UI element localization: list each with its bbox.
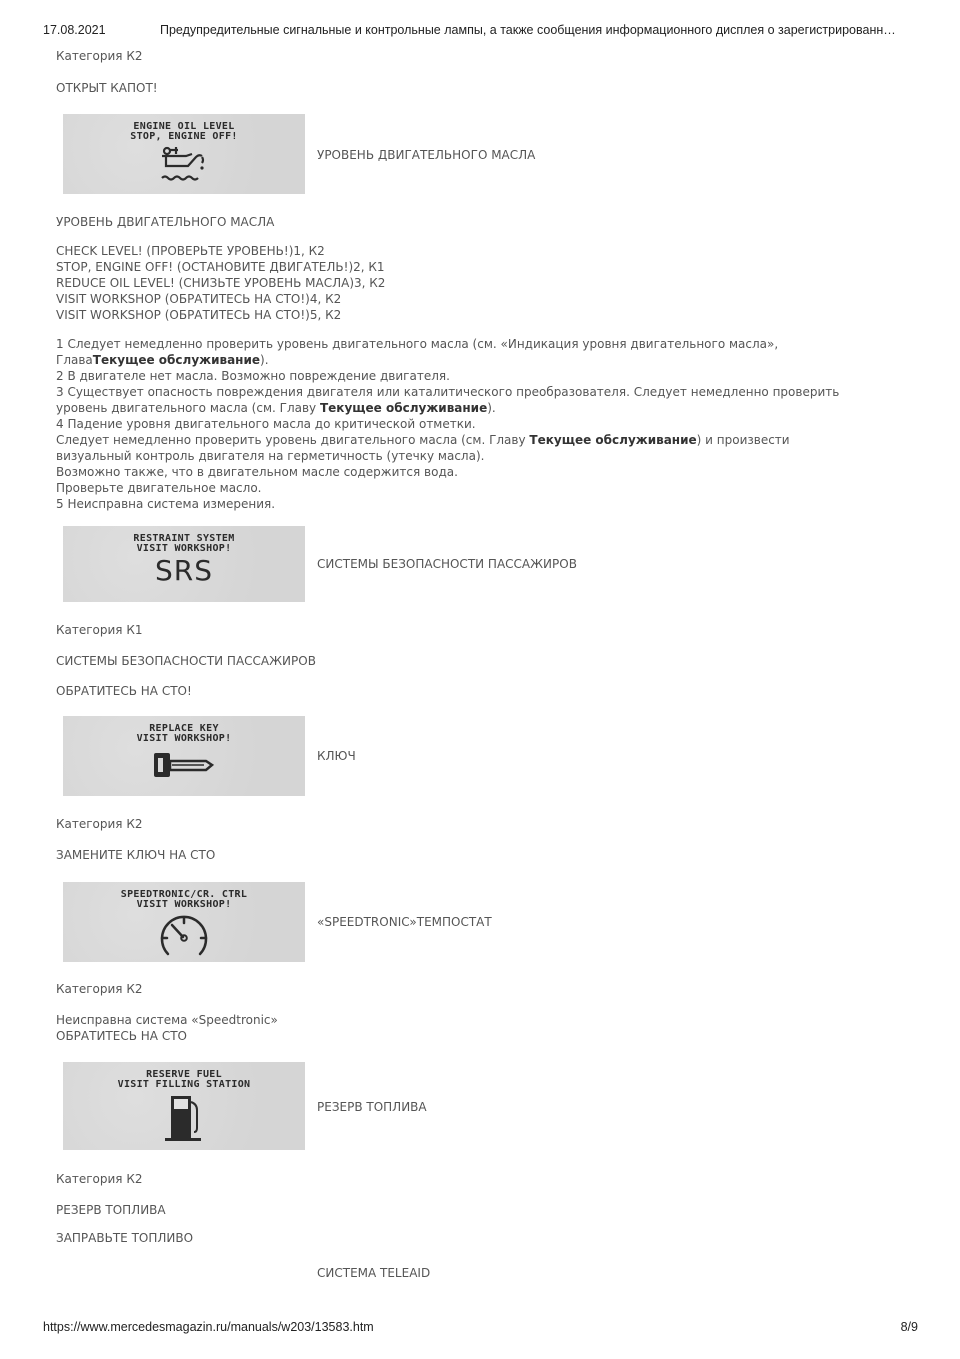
display-line-2: STOP, ENGINE OFF!: [130, 131, 238, 142]
oil-message-2: STOP, ENGINE OFF! (ОСТАНОВИТЕ ДВИГАТЕЛЬ!)2, К1: [56, 260, 385, 274]
display-line-1: RESTRAINT SYSTEM: [133, 533, 235, 544]
note-4: 4 Падение уровня двигательного масла до критической отметки.: [56, 417, 476, 431]
oil-message-5: VISIT WORKSHOP (ОБРАТИТЕСЬ НА СТО!)5, К2: [56, 308, 342, 322]
hood-open-message: ОТКРЫТ КАПОТ!: [56, 81, 158, 95]
speedtronic-category: Категория К2: [56, 982, 143, 996]
note-5: 5 Неисправна система измерения.: [56, 497, 276, 511]
oil-can-icon: [154, 144, 214, 186]
oil-display-label: УРОВЕНЬ ДВИГАТЕЛЬНОГО МАСЛА: [317, 148, 536, 162]
speedtronic-fault: Неисправна система «Speedtronic»: [56, 1013, 278, 1027]
oil-message-3: REDUCE OIL LEVEL! (СНИЗЬТЕ УРОВЕНЬ МАСЛА)3, К2: [56, 276, 386, 290]
display-line-2: VISIT WORKSHOP!: [136, 733, 232, 744]
key-category: Категория К2: [56, 817, 143, 831]
fuel-category: Категория К2: [56, 1172, 143, 1186]
source-url: https://www.mercedesmagazin.ru/manuals/w203/13583.htm: [43, 1320, 374, 1334]
note-4-check: Проверьте двигательное масло.: [56, 481, 262, 495]
oil-notes: [56, 336, 856, 512]
key-message: ЗАМЕНИТЕ КЛЮЧ НА СТО: [56, 848, 216, 862]
display-line-1: SPEEDTRONIC/CR. CTRL: [120, 889, 248, 900]
oil-message-4: VISIT WORKSHOP (ОБРАТИТЕСЬ НА СТО!)4, К2: [56, 292, 342, 306]
key-display-label: КЛЮЧ: [317, 749, 356, 763]
oil-message-1: CHECK LEVEL! (ПРОВЕРЬТЕ УРОВЕНЬ!)1, К2: [56, 244, 325, 258]
chapter-link: Текущее обслуживание: [92, 353, 261, 367]
srs-heading: СИСТЕМЫ БЕЗОПАСНОСТИ ПАССАЖИРОВ: [56, 654, 316, 668]
display-line-1: REPLACE KEY: [149, 723, 219, 734]
display-line-2: VISIT FILLING STATION: [117, 1079, 251, 1090]
fuel-display-label: РЕЗЕРВ ТОПЛИВА: [317, 1100, 427, 1114]
teleaid-label: СИСТЕМА TELEAID: [317, 1266, 431, 1280]
speedtronic-display-image: [63, 882, 305, 962]
oil-heading: УРОВЕНЬ ДВИГАТЕЛЬНОГО МАСЛА: [56, 215, 275, 229]
note-4-water: Возможно также, что в двигательном масле содержится вода.: [56, 465, 458, 479]
srs-category: Категория К1: [56, 623, 143, 637]
chapter-link: Текущее обслуживание: [319, 401, 488, 415]
speedtronic-display-label: «SPEEDTRONIC»ТЕМПОСТАТ: [317, 915, 492, 929]
display-line-2: VISIT WORKSHOP!: [136, 899, 232, 910]
fuel-pump-icon: [161, 1094, 207, 1144]
note-1: 1 Следует немедленно проверить уровень двигательного масла (см. «Индикация уровня двигательного масла», ГлаваТекущее обслуживание).: [56, 337, 779, 367]
note-2: 2 В двигателе нет масла. Возможно повреждение двигателя.: [56, 369, 450, 383]
display-line-1: ENGINE OIL LEVEL: [133, 121, 235, 132]
srs-icon: SRS: [154, 554, 213, 587]
speedtronic-message: ОБРАТИТЕСЬ НА СТО: [56, 1029, 187, 1043]
srs-message: ОБРАТИТЕСЬ НА СТО!: [56, 684, 192, 698]
speedometer-icon: [156, 912, 212, 958]
fuel-message: ЗАПРАВЬТЕ ТОПЛИВО: [56, 1231, 194, 1245]
key-icon: [152, 750, 216, 780]
print-date: 17.08.2021: [43, 23, 106, 37]
fuel-heading: РЕЗЕРВ ТОПЛИВА: [56, 1203, 166, 1217]
category-label: Категория К2: [56, 49, 143, 63]
oil-level-display-image: [63, 114, 305, 194]
fuel-display-image: [63, 1062, 305, 1150]
note-3: 3 Существует опасность повреждения двигателя или каталитического преобразователя. Следует немедленно проверить уровень двигательного масла (см. Главу Текущее обслуживание).: [56, 385, 840, 415]
print-page-title: Предупредительные сигнальные и контрольные лампы, а также сообщения информационного дисплея о зарегистрированн…: [160, 23, 896, 37]
display-line-2: VISIT WORKSHOP!: [136, 543, 232, 554]
page-number: 8/9: [900, 1320, 918, 1334]
note-4-detail: Следует немедленно проверить уровень двигательного масла (см. Главу Текущее обслуживание) и произвести визуальный контроль двигателя на герметичность (утечку масла).: [56, 433, 790, 463]
srs-display-label: СИСТЕМЫ БЕЗОПАСНОСТИ ПАССАЖИРОВ: [317, 557, 577, 571]
chapter-link: Текущее обслуживание: [529, 433, 697, 447]
srs-display-image: [63, 526, 305, 602]
key-display-image: [63, 716, 305, 796]
display-line-1: RESERVE FUEL: [146, 1069, 222, 1080]
